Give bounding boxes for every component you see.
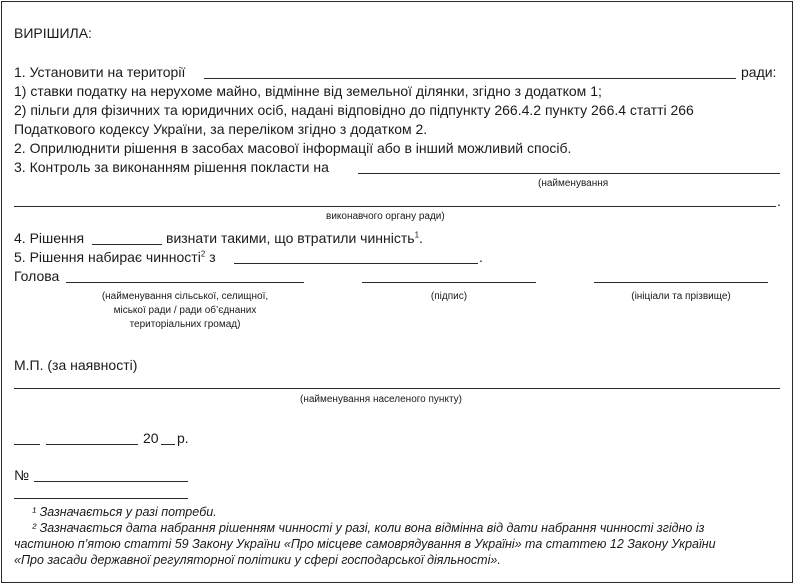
caption-council-2: міської ради / ради об’єднаних xyxy=(113,305,257,316)
settlement-caption: (найменування населеного пункту) xyxy=(300,394,462,405)
item3-caption1: (найменування xyxy=(538,178,609,189)
item4-text: визнати такими, що втратили чинність$^1$. xyxy=(166,230,423,246)
footnote-2-line3: «Про засади державної регуляторної політики у сфері господарської діяльності». xyxy=(14,553,501,567)
number-label: № xyxy=(14,467,30,483)
item1-sub1: 1) ставки податку на нерухоме майно, відмінне від земельної ділянки, згідно з додатком 1; xyxy=(14,83,602,99)
item1-sub2-line2: Податкового кодексу України, за переліком згідно з додатком 2. xyxy=(14,121,428,137)
footnote-2-line2: частиною п’ятою статті 59 Закону України «Про місцеве самоврядування в Україні» та статтею 12 Закону України xyxy=(14,537,716,551)
name-blank[interactable] xyxy=(594,282,768,283)
decision-form xyxy=(1,1,793,583)
territory-blank[interactable] xyxy=(204,78,736,79)
effective-date-blank[interactable] xyxy=(234,263,478,264)
footnote-ref-1: 1 xyxy=(414,230,420,240)
number-blank[interactable] xyxy=(34,481,188,482)
head-label: Голова xyxy=(14,268,60,284)
item1-prefix: 1. Установити на території xyxy=(14,64,186,80)
month-blank[interactable] xyxy=(46,444,138,445)
decision-ref-blank[interactable] xyxy=(92,244,162,245)
year-suffix: р. xyxy=(177,430,189,446)
item3-prefix: 3. Контроль за виконанням рішення покласти на xyxy=(14,159,329,175)
caption-name: (ініціали та прізвище) xyxy=(631,291,731,302)
seal-label: М.П. (за наявності) xyxy=(14,357,138,373)
item1-suffix: ради: xyxy=(741,64,777,80)
item3-caption2: виконавчого органу ради) xyxy=(326,211,445,222)
item3-trail: . xyxy=(777,193,781,209)
footnote-separator xyxy=(14,498,188,499)
caption-council-1: (найменування сільської, селищної, xyxy=(101,291,269,302)
council-name-blank[interactable] xyxy=(66,282,304,283)
item2: 2. Оприлюднити рішення в засобах масової інформації або в інший можливий спосіб. xyxy=(14,140,572,156)
settlement-blank[interactable] xyxy=(14,388,780,389)
day-blank[interactable] xyxy=(14,444,40,445)
decided-heading: ВИРІШИЛА: xyxy=(14,25,92,41)
year-blank[interactable] xyxy=(161,444,175,445)
caption-council-3: територіальних громад) xyxy=(129,319,241,330)
control-blank[interactable] xyxy=(358,173,780,174)
footnote-ref-2: 2 xyxy=(200,249,206,259)
caption-signature: (підпис) xyxy=(430,291,468,302)
year-prefix: 20 xyxy=(143,430,159,446)
item4-prefix: 4. Рішення xyxy=(14,230,85,246)
control-blank-2[interactable] xyxy=(14,206,776,207)
item1-sub2-line1: 2) пільги для фізичних та юридичних осіб, надані відповідно до підпункту 266.4.2 пункту 266.4 статті 266 xyxy=(14,102,694,118)
footnote-1: ¹ Зазначається у разі потреби. xyxy=(32,505,217,519)
footnote-2-line1: ² Зазначається дата набрання рішенням чинності у разі, коли вона відмінна від дати набрання чинності згідно із xyxy=(32,521,705,535)
item5-end: . xyxy=(479,249,483,265)
item5-prefix: 5. Рішення набирає чинності$^2$ з xyxy=(14,249,216,265)
signature-blank[interactable] xyxy=(362,282,536,283)
